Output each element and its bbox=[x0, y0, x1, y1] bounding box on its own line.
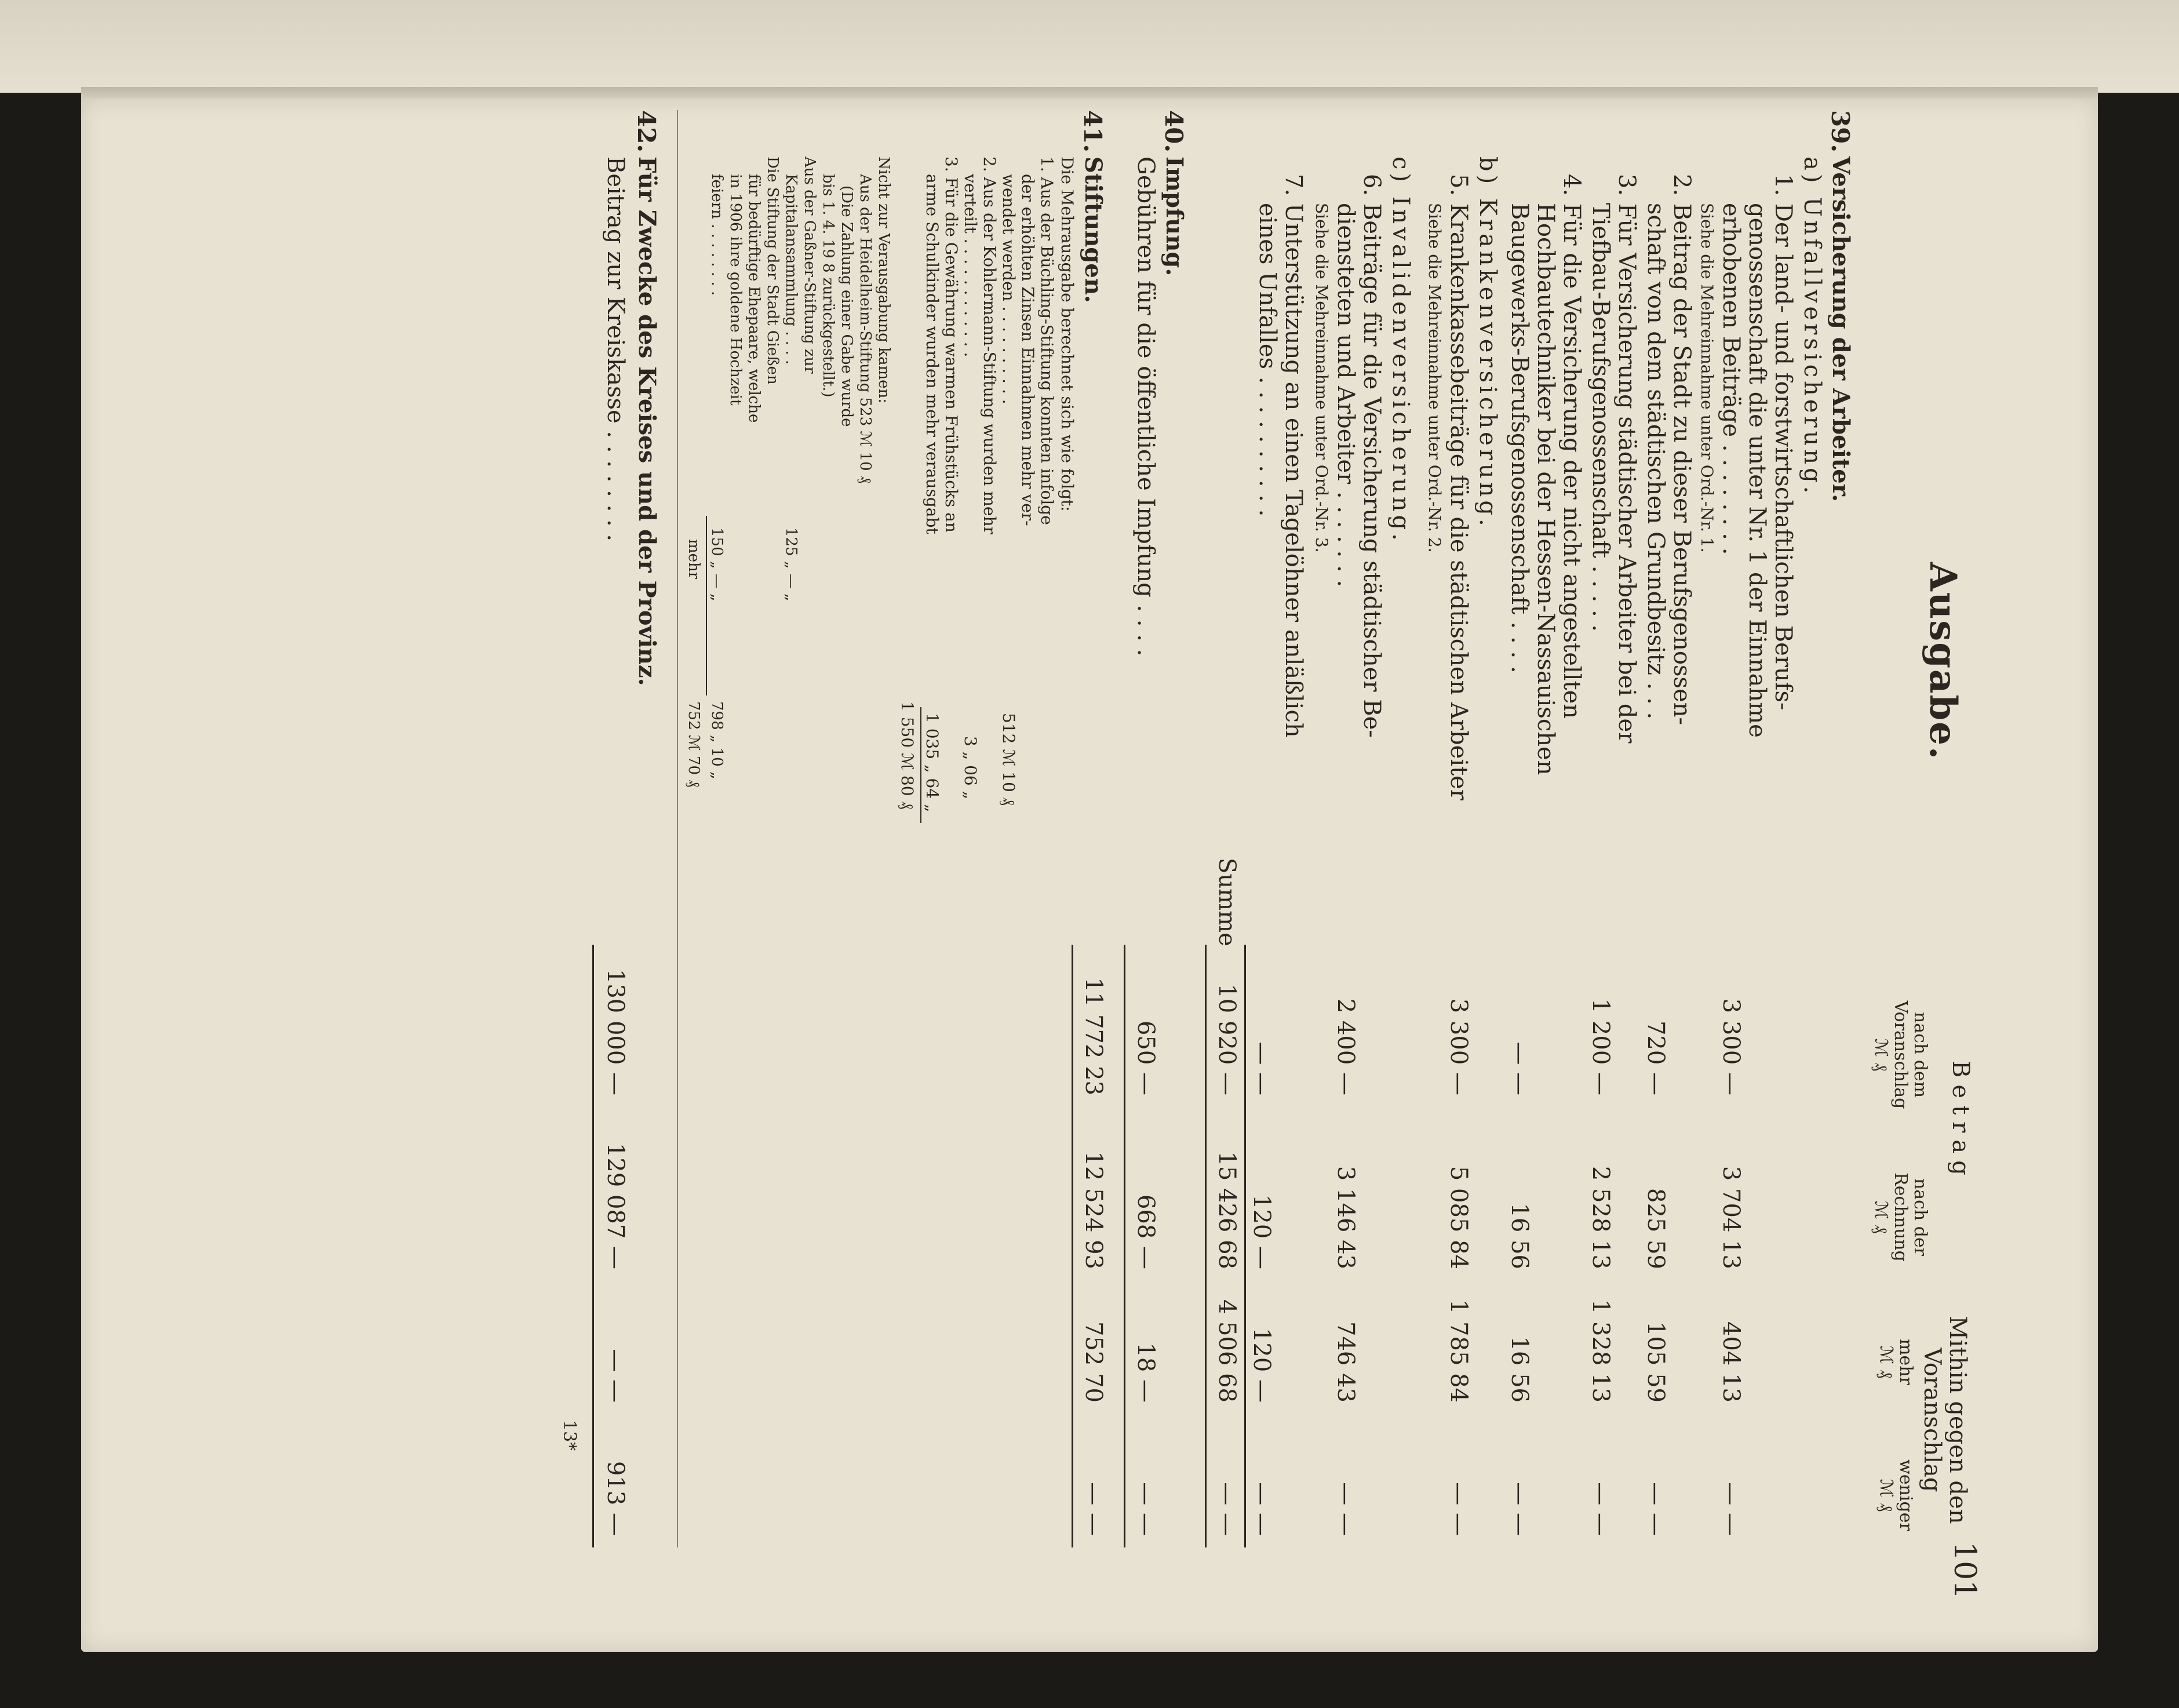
section-39-a: a) Unfallversicherung. bbox=[1799, 156, 1825, 497]
rule-below-summe bbox=[1205, 945, 1207, 1547]
footer-mark: 13* bbox=[559, 1420, 580, 1451]
section-40-number: 40. bbox=[1160, 110, 1188, 153]
section-42-title: Für Zwecke des Kreises und der Provinz. bbox=[633, 156, 661, 686]
summe-weniger: — — bbox=[1214, 1482, 1240, 1536]
header-mithin: Mithin gegen den Voranschlag bbox=[1919, 1316, 1971, 1524]
previous-page-edge bbox=[0, 0, 2179, 93]
header-weniger: weniger ℳ ₰ bbox=[1876, 1459, 1916, 1531]
s41-l2-value: 3 „ 06 „ bbox=[961, 736, 980, 800]
rule-after-40 bbox=[1124, 945, 1125, 1547]
rule-s41-nicht bbox=[706, 516, 707, 695]
section-40-text: Gebühren für die öffentliche Impfung . . . . bbox=[1132, 156, 1159, 657]
rotated-ledger: 101 Ausgabe. Betrag nach dem Voranschlag ℳ ₰ nach der Rechnung ℳ ₰ Mithin gegen den Voranschlag mehr ℳ ₰ weniger ℳ ₰ 39. Versicherung der Arbeiter. a) Unfallversicherung. 1. Der land- und forstwirtschaftlichen Berufs- genossenschaft die unter Nr. 1 der Einnahme erhobenen Beiträge . . . . . . . . Siehe die Mehreinnahme unter Ord.-Nr. 1. 3 300 — 3 704 13 404 13 — — 2. Beitrag der Stadt zu dieser Berufsgenossen- schaft von dem städtischen Grundbesitz . . . 720 — 825 59 105 59 — — 3. Für Versicherung städtischer Arbeiter bei der Tiefbau-Berufsgenossenschaft . . . . . 1 200 — 2 528 13 1 328 13 — — 4. Für die Versicherung der nicht angestellten Hochbautechniker bei der Hessen-Nassauischen Baugewerks-Berufsgenossenschaft . . . . — — 16 56 16 56 — — b) Krankenversicherung. 5. Krankenkassebeiträge für die städtischen Arbeiter Siehe die Mehreinnahme unter Ord.-Nr. 2. 3 300 — 5 085 84 1 785 84 — — c) Invalidenversicherung. 6. Beiträge für die Versicherung städtischer Be- diensteten und Arbeiter . . . . . . . Siehe die Mehreinnahme unter Ord.-Nr. 3. 2 400 — 3 146 43 746 43 — — 7. Unterstützung an einen Tagelöhner anläßlich eines Unfalles . . . . . . . . . . — — 120 — 120 — — — Summe 10 920 — 15 426 68 4 506 68 — — 40. Impfung. Gebühren für die öffentliche Impfung . . . . 650 — 668 — 18 — — — 41. Stiftungen. 11 772 23 12 524 93 752 70 — — Die Mehrausgabe berechnet sich wie folgt: 1. Aus der Büchling-Stiftung konnten infolge der erhöhten Zinsen Einnahmen mehr ver- wendet werden . . . . . . . . . . 512 ℳ 10 ₰ 2. Aus der Kohlermann-Stiftung wurden mehr verteilt . . . . . . . . . . . . 3 „ 06 „ 3. Für die Gewährung warmen Frühstücks an arme Schulkinder wurden mehr verausgabt 1 035 „ 64 „ 1 550 ℳ 80 ₰ Nicht zur Verausgabung kamen: Aus der Heidelheim-Stiftung 523 ℳ 10 ₰ (Die Zahlung einer Gabe wurde bis 1. 4. 19 8 zurückgestellt.) Aus der Gaßner-Stiftung zur Kapitalansammlung . . . . 125 „ — „ Die Stiftung der Stadt Gießen für bedürftige Ehepaare, welche in 1906 ihre goldene Hochzeit feiern . . . . . . . . 150 „ — „ mehr 798 „ 10 „ 752 ℳ 70 ₰ 42. Für Zwecke des Kreises und der Provinz. Beitrag zur Kreiskasse . . . . . . . . 130 000 — 129 087 — — — 913 — 13* bbox=[559, 110, 1982, 1600]
summe-label: Summe bbox=[1214, 858, 1240, 946]
rule-after-42 bbox=[592, 945, 594, 1547]
section-41-title: Stiftungen. bbox=[1080, 156, 1107, 303]
header-betrag: Betrag bbox=[1947, 1061, 1974, 1182]
header-rechnung: nach der Rechnung ℳ ₰ bbox=[1871, 1172, 1930, 1262]
header-voranschlag: nach dem Voranschlag ℳ ₰ bbox=[1871, 1000, 1930, 1109]
s41-l3-value: 1 035 „ 64 „ bbox=[923, 713, 942, 813]
rule-s41-subtotal bbox=[920, 707, 921, 823]
s41-n2-value: 125 „ — „ bbox=[782, 527, 800, 602]
summe-rechnung: 15 426 68 bbox=[1214, 1151, 1240, 1269]
s41-n3-value: 150 „ — „ bbox=[708, 527, 726, 602]
s41-subtotal: 1 550 ℳ 80 ₰ bbox=[898, 701, 917, 810]
section-39-number: 39. bbox=[1826, 110, 1854, 153]
section-41-number: 41. bbox=[1078, 110, 1107, 153]
rule-after-41 bbox=[1072, 945, 1073, 1547]
s41-mehr-label: mehr bbox=[685, 539, 702, 580]
section-39-b: b) Krankenversicherung. bbox=[1474, 156, 1501, 530]
header-mehr: mehr ℳ ₰ bbox=[1876, 1339, 1916, 1385]
summe-mehr: 4 506 68 bbox=[1214, 1299, 1240, 1403]
s41-mehr-value: 752 ℳ 70 ₰ bbox=[685, 701, 702, 788]
s41-l1-value: 512 ℳ 10 ₰ bbox=[999, 713, 1018, 806]
section-39-c: c) Invalidenversicherung. bbox=[1387, 156, 1414, 544]
s41-intro: Die Mehrausgabe berechnet sich wie folgt: bbox=[1058, 156, 1077, 512]
s41-n-total: 798 „ 10 „ bbox=[708, 701, 726, 780]
page-title: Ausgabe. bbox=[1921, 562, 1965, 761]
rule-above-summe bbox=[1244, 945, 1246, 1547]
faint-divider bbox=[677, 110, 678, 1547]
summe-voranschlag: 10 920 — bbox=[1214, 984, 1240, 1095]
section-42-number: 42. bbox=[632, 110, 661, 153]
section-40-title: Impfung. bbox=[1161, 156, 1188, 276]
section-42-text: Beitrag zur Kreiskasse . . . . . . . . bbox=[602, 156, 629, 542]
section-39-title: Versicherung der Arbeiter. bbox=[1827, 156, 1854, 502]
page-number: 101 bbox=[1947, 1542, 1982, 1600]
